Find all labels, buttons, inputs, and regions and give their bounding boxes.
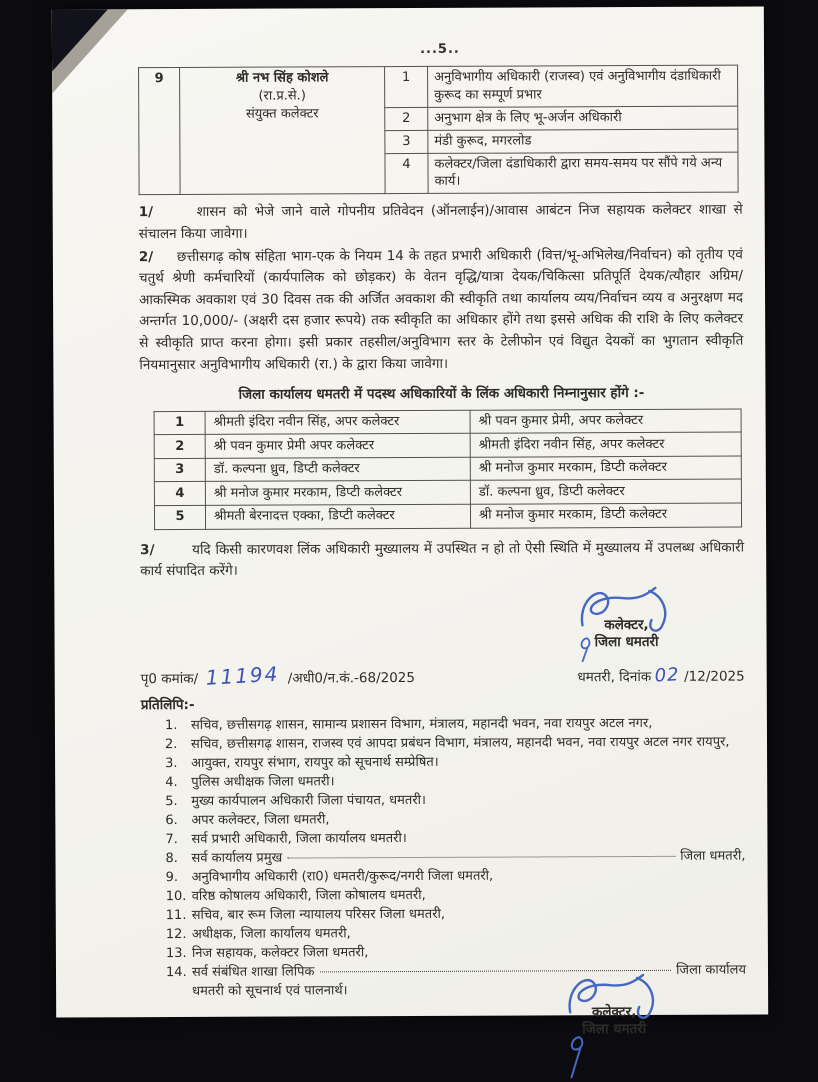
officer-cell: श्री पवन कुमार प्रेमी अपर कलेक्टर (205, 434, 470, 459)
officer-cell: डॉ. कल्पना ध्रुव, डिप्टी कलेक्टर (205, 457, 470, 482)
list-item: 4. पुलिस अधीक्षक जिला धमतरी। (165, 774, 335, 791)
paragraph-number: 1/ (138, 204, 154, 221)
list-item: 9. अनुविभागीय अधिकारी (रा0) धमतरी/कुरूद/नगरी जिला धमतरी, (165, 868, 494, 885)
assignment-table (138, 64, 739, 195)
row-number: 3 (154, 458, 205, 482)
list-item: 1. सचिव, छत्तीसगढ़ शासन, सामान्य प्रशासन विभाग, मंत्रालय, महानदी भवन, नवा रायपुर अटल नगर, (164, 716, 653, 734)
row-number: 2 (154, 435, 205, 459)
ref-prefix: पृ0 कमांक/ (140, 670, 199, 687)
duty-text: कलेक्टर/जिला दंडाधिकारी द्वारा समय-समय पर सौंपे गये अन्य कार्य। (428, 152, 738, 194)
link-officer-cell: श्री पवन कुमार प्रेमी, अपर कलेक्टर (470, 409, 741, 434)
paragraph-text: यदि किसी कारणवश लिंक अधिकारी मुख्यालय में उपस्थित न हो तो ऐसी स्थिति में मुख्यालय में उपलब्ध अधिकारी कार्य संपादित करेंगे। (140, 539, 745, 580)
item-suffix: जिला धमतरी, (680, 848, 746, 864)
signature-block-top (572, 583, 680, 653)
duty-text: मंडी कुरूद, मगरलोड (428, 129, 738, 153)
table-row (154, 409, 741, 435)
place-date (577, 661, 744, 691)
signatory-title: कलेक्टर, (604, 616, 649, 633)
officer-service: (रा.प्र.से.) (258, 88, 306, 104)
item-text: सर्व कार्यालय प्रमुख (191, 850, 283, 866)
dotted-leader (287, 856, 675, 859)
ink-loop-icon (579, 636, 593, 662)
table-row (154, 432, 741, 458)
place-date-prefix: धमतरी, दिनांक (577, 668, 652, 686)
officer-designation: संयुक्त कलेक्टर (245, 106, 319, 122)
document-content (52, 6, 768, 1041)
officer-cell (180, 66, 386, 195)
document-page (52, 6, 768, 1038)
list-item: 2. सचिव, छत्तीसगढ़ शासन, राजस्व एवं आपदा प्रबंधन विभाग, मंत्रालय, महानदी भवन, नवा रायपुर अटल नगर रायपुर, (164, 734, 730, 753)
paragraph-number: 3/ (140, 541, 155, 558)
signatory-office: जिला धमतरी (595, 634, 659, 652)
list-item: 7. सर्व प्रभारी अधिकारी, जिला कार्यालय धमतरी। (165, 831, 407, 848)
item-text: सर्व संबंधित शाखा लिपिक (191, 964, 315, 980)
handwritten-ref-number: 11194 (205, 661, 281, 690)
paragraph-2 (139, 244, 744, 376)
duty-number: 4 (385, 153, 428, 194)
table-row (154, 479, 741, 505)
duty-text: अनुविभागीय अधिकारी (राजस्व) एवं अनुविभागीय दंडाधिकारी कुरूद का सम्पूर्ण प्रभार (428, 65, 738, 107)
ink-loop-icon (566, 1023, 588, 1079)
page-number: ...5.. (420, 41, 460, 57)
handwritten-day: 02 (654, 663, 681, 687)
link-officer-cell: श्रीमती इंदिरा नवीन सिंह, अपर कलेक्टर (470, 432, 741, 457)
paragraph-number: 2/ (138, 248, 154, 265)
item-suffix: जिला कार्यालय (676, 962, 747, 978)
list-item: 6. अपर कलेक्टर, जिला धमतरी, (165, 812, 330, 829)
collector-signature-ink-icon (572, 583, 680, 633)
table-row (154, 503, 741, 529)
list-item: 8. सर्व कार्यालय प्रमुख जिला धमतरी, (165, 847, 745, 868)
paragraph-3 (140, 537, 744, 583)
link-officer-cell: श्री मनोज कुमार मरकाम, डिप्टी कलेक्टर (470, 503, 741, 528)
date-suffix: /12/2025 (684, 668, 745, 685)
list-item: 12. अधीक्षक, जिला कार्यालय धमतरी, (165, 926, 351, 942)
row-number: 1 (154, 411, 205, 435)
signature-block-bottom (560, 970, 668, 1040)
officer-cell: श्री मनोज कुमार मरकाम, डिप्टी कलेक्टर (205, 481, 470, 506)
officer-cell: श्रीमती बेरनादत्त एक्का, डिप्टी कलेक्टर (205, 504, 470, 529)
officer-name: श्री नभ सिंह कोशले (235, 70, 329, 86)
list-item: 10. वरिष्ठ कोषालय अधिकारी, जिला कोषालय धमतरी, (165, 887, 426, 904)
link-officers-table (154, 408, 743, 529)
row-number: 4 (154, 482, 205, 506)
copy-list (141, 715, 746, 1002)
ref-suffix: /अधी0/न.कं.-68/2025 (287, 669, 415, 687)
officer-cell: श्रीमती इंदिरा नवीन सिंह, अपर कलेक्टर (205, 410, 470, 435)
item-text-line2: धमतरी को सूचनार्थ एवं पालनार्थ। (192, 983, 348, 999)
table-row (139, 65, 738, 108)
signatory-office: जिला धमतरी (582, 1021, 646, 1039)
link-officer-cell: डॉ. कल्पना ध्रुव, डिप्टी कलेक्टर (470, 479, 741, 504)
list-item: 5. मुख्य कार्यपालन अधिकारी जिला पंचायत, धमतरी। (165, 792, 426, 810)
dispatch-line (141, 657, 745, 692)
copy-list-label: प्रतिलिपि:- (140, 696, 195, 713)
duty-number: 3 (385, 130, 428, 153)
table-row (154, 456, 741, 482)
paragraph-text: शासन को भेजे जाने वाले गोपनीय प्रतिवेदन (ऑनलाईन)/आवास आबंटन निज सहायक कलेक्टर शाखा से संचालन किया जावेगा। (138, 201, 743, 243)
collector-signature-ink-icon (560, 970, 668, 1020)
row-number: 5 (154, 505, 205, 529)
link-officer-cell: श्री मनोज कुमार मरकाम, डिप्टी कलेक्टर (470, 456, 741, 481)
duty-number: 1 (385, 66, 428, 107)
signatory-title: कलेक्टर, (591, 1003, 637, 1020)
paragraph-1 (139, 200, 743, 246)
assignment-serial: 9 (139, 67, 181, 195)
list-item: 13. निज सहायक, कलेक्टर जिला धमतरी, (165, 944, 369, 961)
paragraph-text: छत्तीसगढ़ कोष संहिता भाग-एक के नियम 14 के तहत प्रभारी अधिकारी (वित्त/भू-अभिलेख/निर्वाचन) को तृतीय एवं चतुर्थ श्रेणी कर्मचारियों (कार्यपालिक को छोड़कर) के वेतन वृद्धि/यात्रा देयक/चिकित्सा प्रतिपूर्ति देयक/त्यौहार अग्रिम/आकस्मिक अवकाश एवं 30 दिवस तक की अर्जित अवकाश की स्वीकृति तथा कार्यालय व्यय/निर्वाचन व्यय व अनुरक्षण मद अन्तर्गत 10,000/- (अक्षरी दस हजार रूपये) तक स्वीकृति का अधिकार होंगे तथा इससे अधिक की राशि के लिए कलेक्टर से स्वीकृति प्राप्त करना होगा। इसी प्रकार तहसील/अनुविभाग स्तर के टेलीफोन एवं विद्युत देयकों का भुगतान स्वीकृति नियमानुसार अनुविभागीय अधिकारी (रा.) के द्वारा किया जावेगा। (138, 246, 744, 373)
list-item: 14. सर्व संबंधित शाखा लिपिक जिला कार्यालय धमतरी को सूचनार्थ एवं पालनार्थ। (166, 961, 746, 1001)
link-officers-heading: जिला कार्यालय धमतरी में पदस्थ अधिकारियों के लिंक अधिकारी निम्नानुसार होंगे :- (238, 385, 645, 403)
list-item: 3. आयुक्त, रायपुर संभाग, रायपुर को सूचनार्थ सम्प्रेषित। (165, 754, 439, 772)
duty-text: अनुभाग क्षेत्र के लिए भू-अर्जन अधिकारी (428, 106, 738, 130)
list-item: 11. सचिव, बार रूम जिला न्यायालय परिसर जिला धमतरी, (165, 906, 446, 923)
duty-number: 2 (385, 107, 428, 130)
